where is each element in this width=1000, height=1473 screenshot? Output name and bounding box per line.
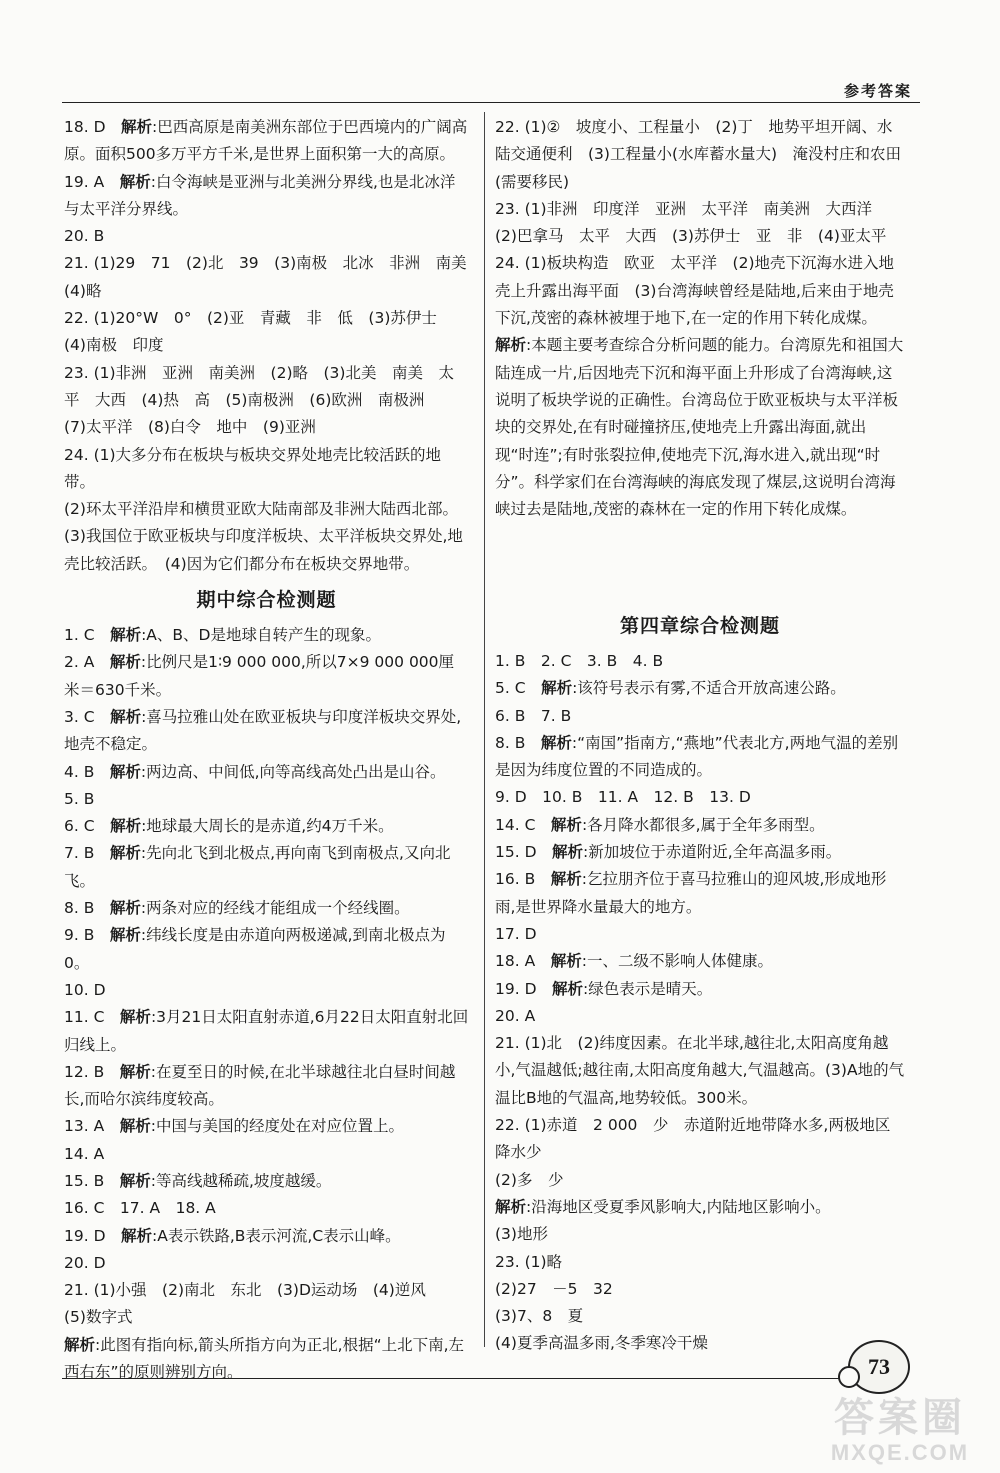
answer-number: 17. D	[495, 924, 537, 943]
answer-number: 7. B	[64, 844, 95, 863]
answer-text: :此图有指向标,箭头所指方向为正北,根据“上北下南,左西右东”的原则辨别方向。	[64, 1335, 465, 1382]
answer-item	[495, 1303, 905, 1330]
analysis-label: 解析	[109, 899, 141, 918]
answer-text: :白令海峡是亚洲与北美洲分界线,也是北冰洋与太平洋分界线。	[64, 172, 456, 218]
answer-number: 22.	[495, 118, 520, 136]
answer-number: 21.	[64, 1281, 89, 1300]
answer-text: (1)北 (2)纬度因素。在北半球,越往北,太阳高度角越小,气温越低;越往南,太阳高度角越大,气温越高。(3)A地的气温比B地的气温高,地势较低。300米。	[495, 1034, 905, 1107]
bottom-rule	[62, 1378, 868, 1379]
answer-text: :乞拉朋齐位于喜马拉雅山的迎风坡,形成地形雨,是世界降水量最大的地方。	[495, 870, 887, 916]
watermark	[800, 1395, 1000, 1473]
answer-number: 9. D 10. B 11. A 12. B 13. D	[495, 788, 751, 807]
answer-number: 1. C	[64, 626, 95, 645]
answer-text: :新加坡位于赤道附近,全年高温多雨。	[583, 843, 842, 862]
answer-number: 20. A	[495, 1006, 536, 1025]
analysis-label: 解析	[109, 653, 141, 672]
answer-item	[64, 442, 469, 578]
answer-number: 23.	[64, 363, 89, 382]
analysis-label: 解析	[109, 762, 141, 781]
answer-item	[64, 622, 469, 649]
answer-number: 5. B	[64, 789, 95, 808]
answer-text: :先向北飞到北极点,再向南飞到南极点,又向北飞。	[64, 844, 451, 890]
answer-number: 18. D	[64, 118, 106, 136]
answer-item	[64, 759, 469, 786]
answer-text: :一、二级不影响人体健康。	[581, 952, 773, 971]
answer-item	[495, 1030, 905, 1112]
analysis-label: 解析	[119, 172, 151, 191]
left-column	[64, 114, 469, 1386]
answer-item	[64, 1004, 469, 1059]
answers-chapter3	[64, 114, 469, 578]
badge-ring-icon	[838, 1366, 860, 1388]
analysis-label: 解析	[109, 844, 141, 863]
answers-midterm	[64, 622, 469, 1386]
answer-item	[495, 976, 905, 1003]
answer-text: :沿海地区受夏季风影响大,内陆地区影响小。	[526, 1197, 831, 1216]
answer-text: :A、B、D是地球自转产生的现象。	[141, 626, 381, 645]
answer-item	[495, 1003, 905, 1030]
answer-item	[64, 1141, 469, 1168]
answer-number: 19. A	[64, 172, 105, 191]
analysis-label: 解析	[64, 1335, 96, 1354]
answer-item	[64, 1277, 469, 1332]
answer-item	[64, 840, 469, 895]
answer-text: :本题主要考查综合分析问题的能力。台湾原先和祖国大陆连成一片,后因地壳下沉和海平面上升形成了台湾海峡,这说明了板块学说的正确性。台湾岛位于欧亚板块与太平洋板块的交界处,在有时碰撞挤压,使地壳上升露出海面,就出现“时连”;有时张裂拉伸,使地壳下沉,海水进入,就出现“时分”。科学家们在台湾海峡的海底发现了煤层,这说明台湾海峡过去是陆地,茂密的森林在一定的作用下转化成煤。	[495, 336, 904, 519]
answer-number: 22.	[64, 309, 89, 328]
answer-number: 10. D	[64, 980, 106, 999]
answer-text: :比例尺是1∶9 000 000,所以7×9 000 000厘米＝630千米。	[64, 653, 455, 699]
answer-number: 23.	[495, 1252, 520, 1271]
analysis-label: 解析	[121, 118, 153, 136]
answer-text: :中国与美国的经度处在对应位置上。	[150, 1117, 404, 1136]
answer-item	[495, 114, 905, 196]
answer-text: :在夏至日的时候,在北半球越往北白昼时间越长,而哈尔滨纬度较高。	[64, 1062, 456, 1109]
analysis-label: 解析	[119, 1117, 151, 1136]
answer-item	[64, 169, 469, 224]
analysis-label: 解析	[552, 979, 584, 998]
answer-item	[495, 250, 905, 332]
answer-text: (3)地形	[495, 1225, 548, 1244]
answer-number: 3. C	[64, 707, 95, 726]
page-number: 73	[868, 1354, 890, 1379]
answer-number: 21.	[64, 254, 89, 273]
analysis-label: 解析	[495, 1197, 527, 1216]
analysis-label: 解析	[119, 1062, 151, 1081]
answer-text: :巴西高原是南美洲东部位于巴西境内的广阔高原。面积500多万平方千米,是世界上面积第一大的高原。	[64, 118, 468, 164]
answer-number: 22.	[495, 1116, 520, 1135]
answer-item	[64, 786, 469, 813]
answer-text: (1)大多分布在板块与板块交界处地壳比较活跃的地带。 (2)环太平洋沿岸和横贯亚欧大陆南部及非洲大陆西北部。 (3)我国位于欧亚板块与印度洋板块、太平洋板块交界处,地壳比较活跃。 (4)因为它们都分布在板块交界地带。	[64, 445, 463, 573]
analysis-label: 解析	[119, 1171, 151, 1190]
answer-item	[64, 813, 469, 840]
answer-item	[495, 839, 905, 866]
answer-number: 8. B	[64, 899, 95, 918]
answer-item	[64, 1250, 469, 1277]
answer-number: 16. B	[495, 870, 536, 889]
analysis-label: 解析	[552, 843, 584, 862]
answer-text: (1)20°W 0° (2)亚 青藏 非 低 (3)苏伊士 (4)南极 印度	[64, 309, 437, 355]
answer-text: (1)② 坡度小、工程量小 (2)丁 地势平坦开阔、水陆交通便利 (3)工程量小(水库蓄水量大) 淹没村庄和农田(需要移民)	[495, 118, 902, 191]
answer-item	[64, 649, 469, 704]
watermark-url: MXQE.COM	[830, 1440, 970, 1465]
answer-item	[64, 704, 469, 759]
answers-chapter4	[495, 648, 905, 1358]
answer-number: 14. C	[495, 815, 536, 834]
answer-number: 4. B	[64, 762, 95, 781]
analysis-label: 解析	[110, 626, 142, 645]
answer-number: 13. A	[64, 1117, 105, 1136]
right-column-top	[495, 114, 905, 523]
answer-text: (2)27 －5 32	[495, 1279, 613, 1298]
answer-number: 15. D	[495, 843, 537, 862]
answer-text: (1)板块构造 欧亚 太平洋 (2)地壳下沉海水进入地壳上升露出海平面 (3)台湾海峡曾经是陆地,后来由于地壳下沉,茂密的森林被埋于地下,在一定的作用下转化成煤。	[495, 254, 894, 328]
answer-number: 11. C	[64, 1008, 105, 1027]
answer-item	[495, 921, 905, 948]
answer-text: (1)小强 (2)南北 东北 (3)D运动场 (4)逆风 (5)数字式	[64, 1281, 426, 1327]
answer-text: (1)29 71 (2)北 39 (3)南极 北冰 非洲 南美 (4)略	[64, 254, 467, 300]
answer-item	[64, 895, 469, 922]
chapter4-section-title: 第四章综合检测题	[619, 615, 780, 637]
answer-text: :“南国”指南方,“燕地”代表北方,两地气温的差别是因为纬度位置的不同造成的。	[495, 733, 899, 780]
answer-number: 9. B	[64, 926, 95, 945]
answer-number: 12. B	[64, 1062, 105, 1081]
answer-number: 6. C	[64, 817, 95, 836]
answer-item	[495, 675, 905, 702]
answer-text: (1)略	[519, 1252, 563, 1271]
answer-number: 24.	[495, 254, 520, 273]
answer-number: 8. B	[495, 733, 526, 752]
answer-text: :各月降水都很多,属于全年多雨型。	[581, 815, 825, 834]
answer-text: :喜马拉雅山处在欧亚板块与印度洋板块交界处,地壳不稳定。	[64, 707, 462, 754]
right-column-bottom	[495, 604, 905, 1358]
answer-text: :两边高、中间低,向等高线高处凸出是山谷。	[140, 762, 446, 781]
answer-item	[64, 114, 469, 169]
answer-number: 19. D	[64, 1226, 106, 1245]
answer-number: 20. D	[64, 1253, 106, 1272]
answer-number: 20. B	[64, 227, 105, 246]
answer-item	[495, 1112, 905, 1167]
midterm-section-title: 期中综合检测题	[196, 589, 337, 612]
answer-text: (4)夏季高温多雨,冬季寒冷干燥	[495, 1334, 708, 1353]
answer-item	[64, 250, 469, 305]
answer-item	[64, 1059, 469, 1114]
answer-number: 21.	[495, 1034, 520, 1053]
answer-text: (1)非洲 亚洲 南美洲 (2)略 (3)北美 南美 太平 大西 (4)热 高 (5)南极洲 (6)欧洲 南极洲 (7)太平洋 (8)白令 地中 (9)亚洲	[64, 363, 454, 437]
analysis-label: 解析	[121, 1226, 153, 1245]
answer-text: :纬线长度是由赤道向两极递减,到南北极点为0。	[64, 926, 446, 972]
answer-item	[64, 1168, 469, 1195]
answer-item	[64, 922, 469, 977]
answer-number: 16. C 17. A 18. A	[64, 1199, 216, 1218]
answer-item	[495, 1249, 905, 1276]
answer-item	[495, 812, 905, 839]
answer-item	[495, 866, 905, 921]
answer-item	[64, 305, 469, 360]
answer-item	[64, 1223, 469, 1250]
analysis-label: 解析	[119, 1008, 151, 1027]
answer-item	[64, 977, 469, 1004]
answer-item	[495, 730, 905, 785]
answers-chapter3-cont	[495, 114, 905, 523]
answer-number: 23.	[495, 199, 520, 218]
top-rule	[62, 102, 920, 103]
analysis-label: 解析	[550, 952, 582, 971]
answer-item	[495, 648, 905, 675]
answer-text: :绿色表示是晴天。	[583, 979, 713, 998]
answer-text: :地球最大周长的是赤道,约4万千米。	[141, 817, 394, 836]
answer-item	[495, 1276, 905, 1303]
answer-item	[64, 1195, 469, 1222]
answer-item	[495, 196, 905, 251]
answer-number: 2. A	[64, 653, 95, 672]
answer-number: 6. B 7. B	[495, 706, 572, 725]
answer-item	[495, 1167, 905, 1194]
header-label: 参考答案	[843, 82, 912, 100]
answer-item	[495, 1221, 905, 1248]
answer-item	[495, 703, 905, 730]
analysis-label: 解析	[110, 707, 142, 726]
answer-text: :等高线越稀疏,坡度越缓。	[150, 1171, 332, 1190]
analysis-label: 解析	[540, 733, 572, 752]
answer-item	[64, 360, 469, 442]
answer-item	[64, 223, 469, 250]
analysis-label: 解析	[550, 870, 582, 889]
answer-text: (1)赤道 2 000 少 赤道附近地带降水多,两极地区降水少	[495, 1116, 891, 1162]
answer-text: :该符号表示有雾,不适合开放高速公路。	[572, 679, 846, 698]
answer-number: 5. C	[495, 679, 526, 698]
answer-number: 19. D	[495, 979, 537, 998]
answer-item	[495, 948, 905, 975]
answer-number: 18. A	[495, 952, 536, 971]
analysis-label: 解析	[109, 926, 141, 945]
analysis-label: 解析	[550, 815, 582, 834]
watermark-logo: 答案圈	[834, 1396, 966, 1440]
answer-item	[495, 1194, 905, 1221]
answer-text: :3月21日太阳直射赤道,6月22日太阳直射北回归线上。	[64, 1008, 469, 1054]
analysis-label: 解析	[541, 679, 573, 698]
answer-item	[495, 332, 905, 523]
analysis-label: 解析	[495, 336, 527, 355]
answer-number: 14. A	[64, 1144, 105, 1163]
answer-item	[64, 1113, 469, 1140]
answer-number: 24.	[64, 445, 89, 464]
answer-text: (1)非洲 印度洋 亚洲 太平洋 南美洲 大西洋 (2)巴拿马 太平 大西 (3)苏伊士 亚 非 (4)亚太平	[495, 199, 887, 246]
page-number-badge	[848, 1340, 910, 1394]
answer-item	[495, 1330, 905, 1357]
answer-text: (3)7、8 夏	[495, 1307, 584, 1326]
answer-number: 15. B	[64, 1171, 105, 1190]
answer-text: (2)多 少	[495, 1170, 579, 1189]
answer-number: 1. B 2. C 3. B 4. B	[495, 652, 664, 670]
answer-item	[495, 784, 905, 811]
column-divider	[484, 112, 485, 1347]
answer-text: :两条对应的经线才能组成一个经线圈。	[140, 899, 410, 918]
analysis-label: 解析	[110, 817, 142, 836]
answer-text: :A表示铁路,B表示河流,C表示山峰。	[152, 1226, 401, 1245]
